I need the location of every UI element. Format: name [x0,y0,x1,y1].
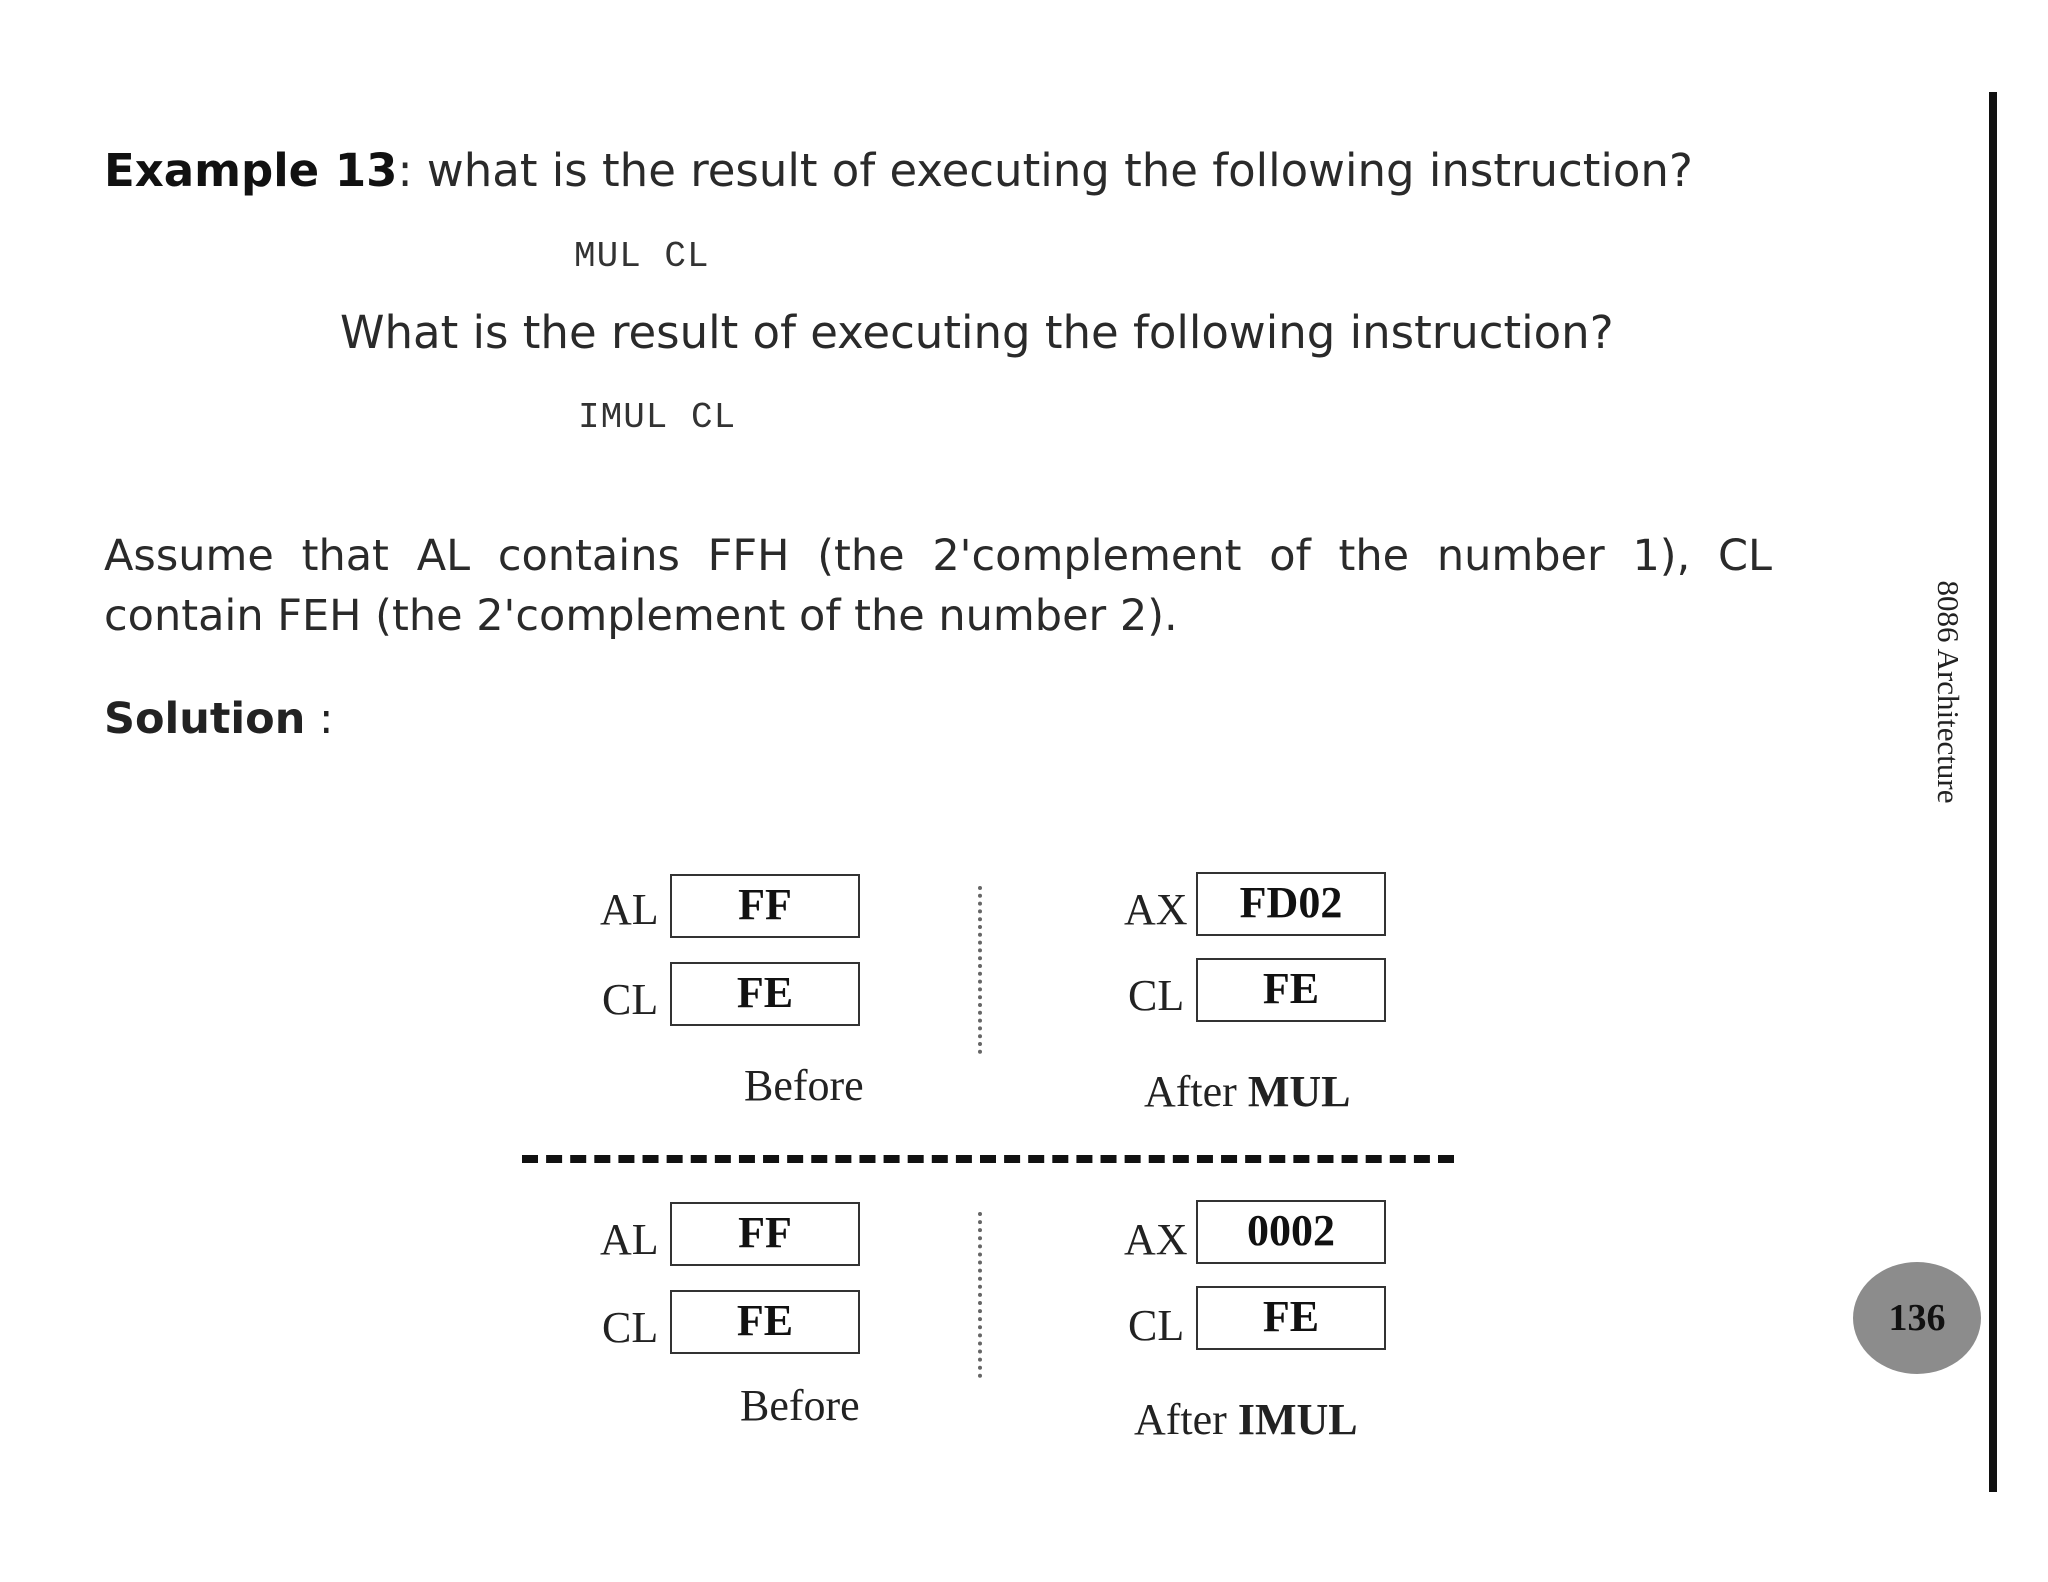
imul-before-cl-label: CL [602,1303,659,1352]
instruction-imul: IMUL CL [578,397,737,438]
imul-before-al-box: FF [670,1202,860,1266]
imul-after-ax-label: AX [1124,1215,1188,1264]
imul-after-caption-prefix: After [1134,1395,1238,1444]
imul-before-cl-box: FE [670,1290,860,1354]
example-question: : what is the result of executing the following instruction? [397,144,1693,197]
mul-before-caption: Before [744,1061,864,1110]
mul-divider [978,886,982,1054]
chapter-title-text: 8086 Architecture [1931,580,1966,804]
mul-before-cl-box: FE [670,962,860,1026]
mul-after-caption-op: MUL [1247,1067,1351,1116]
mul-after-cl-box: FE [1196,958,1386,1022]
example-heading [104,144,1693,197]
mul-after-caption-prefix: After [1144,1067,1248,1116]
imul-before-al-label: AL [600,1215,659,1264]
imul-after-cl-label: CL [1128,1301,1185,1350]
assumption-line-2: contain FEH (the 2'complement of the number 2). [104,591,1178,641]
instruction-mul: MUL CL [574,236,710,277]
mul-after-ax-box: FD02 [1196,872,1386,936]
imul-after-caption-op: IMUL [1237,1395,1358,1444]
mul-after-caption [1144,1066,1351,1117]
side-rule [1989,92,1997,1492]
mul-before-al-box: FF [670,874,860,938]
assumption-paragraph [104,526,1772,646]
imul-divider [978,1212,982,1378]
mul-after-cl-label: CL [1128,971,1185,1020]
imul-after-caption [1134,1394,1358,1445]
mul-before-al-label: AL [600,885,659,934]
imul-after-cl-box: FE [1196,1286,1386,1350]
example-number: Example 13 [104,144,398,197]
solution-label: Solution [104,694,306,744]
mul-before-cl-label: CL [602,975,659,1024]
assumption-line-1: Assume that AL contains FFH (the 2'complement of the number 1), CL [104,531,1772,581]
diagram-separator [522,1155,1454,1163]
imul-after-ax-box: 0002 [1196,1200,1386,1264]
page-number-badge: 136 [1853,1262,1981,1374]
mul-after-ax-label: AX [1124,885,1188,934]
solution-heading [104,694,333,744]
second-question: What is the result of executing the following instruction? [340,306,1614,359]
solution-colon: : [305,694,334,744]
imul-before-caption: Before [740,1381,860,1430]
